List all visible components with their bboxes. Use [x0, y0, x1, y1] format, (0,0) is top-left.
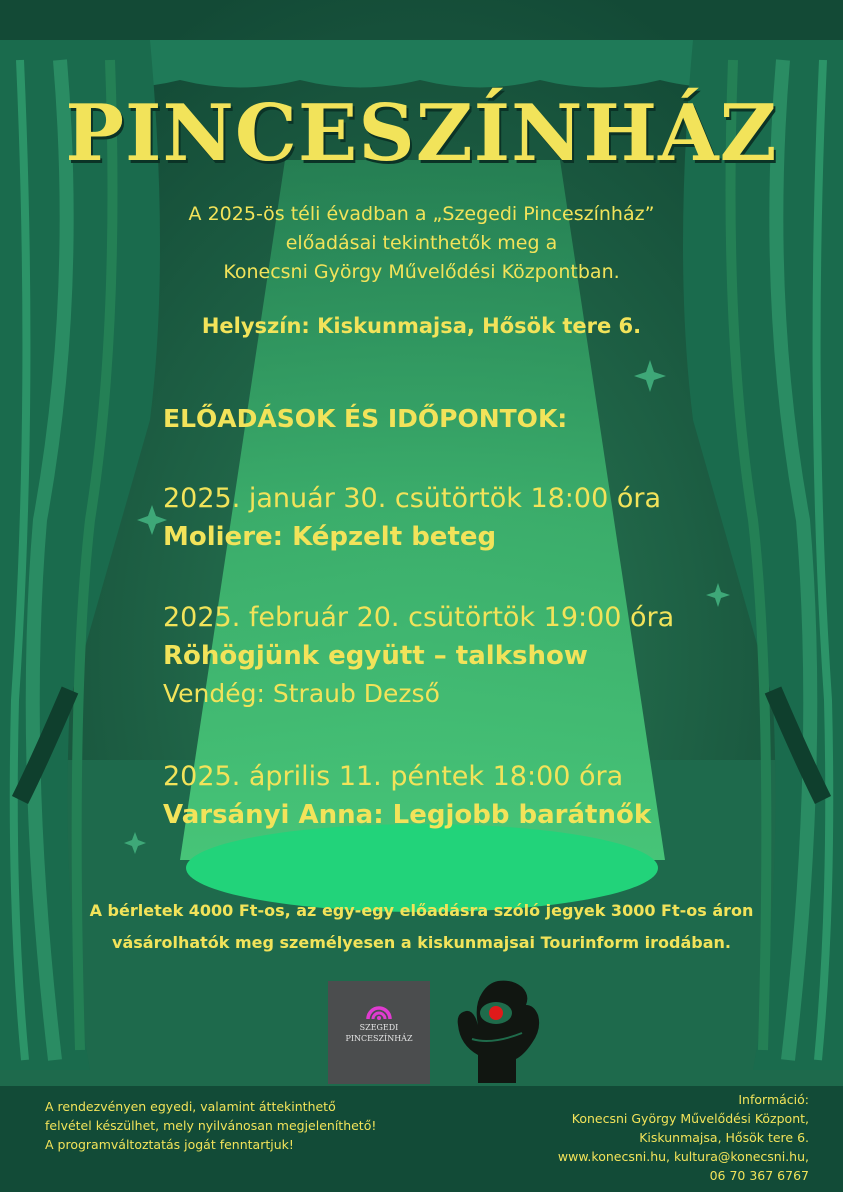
ticket-info: [40, 895, 803, 959]
event-name: Moliere: Képzelt beteg: [163, 522, 497, 552]
event-date: 2025. február 20. csütörtök 19:00 óra: [163, 602, 675, 633]
pinceszinhaz-logo: [328, 981, 430, 1084]
logo-text: [328, 1022, 430, 1044]
logo-line: PINCESZÍNHÁZ: [345, 1034, 413, 1043]
disclaimer-line: A programváltoztatás jogát fenntartjuk!: [45, 1137, 294, 1152]
event-name: Varsányi Anna: Legjobb barátnők: [163, 800, 652, 830]
venue-line: Helyszín: Kiskunmajsa, Hősök tere 6.: [201, 314, 642, 338]
intro-text: [100, 200, 743, 287]
ticket-line: vásárolhatók meg személyesen a kiskunmajsai Tourinform irodában.: [112, 933, 731, 952]
intro-line: Konecsni György Művelődési Központban.: [223, 261, 620, 283]
contact-line: 06 70 367 6767: [709, 1168, 809, 1183]
contact-info: [558, 1090, 809, 1185]
contact-line: Konecsni György Művelődési Központ,: [571, 1111, 809, 1126]
disclaimer: [45, 1097, 376, 1154]
event-date: 2025. április 11. péntek 18:00 óra: [163, 761, 624, 792]
event-date: 2025. január 30. csütörtök 18:00 óra: [163, 483, 662, 514]
contact-line: www.konecsni.hu, kultura@konecsni.hu,: [557, 1149, 809, 1164]
event-item-1: [163, 480, 661, 556]
event-item-2: [163, 599, 674, 713]
disclaimer-line: A rendezvényen egyedi, valamint áttekinthető: [45, 1099, 336, 1114]
intro-line: előadásai tekinthetők meg a: [285, 232, 558, 254]
event-guest: Vendég: Straub Dezső: [163, 679, 440, 708]
ticket-line: A bérletek 4000 Ft-os, az egy-egy előadásra szóló jegyek 3000 Ft-os áron: [89, 901, 754, 920]
event-item-3: [163, 758, 651, 834]
contact-line: Kiskunmajsa, Hősök tere 6.: [639, 1130, 809, 1145]
hand-eye-icon: [452, 975, 544, 1083]
events-heading: ELŐADÁSOK ÉS IDŐPONTOK:: [163, 404, 568, 433]
event-name: Röhögjünk együtt – talkshow: [163, 641, 588, 671]
logo-line: SZEGEDI: [359, 1023, 399, 1032]
intro-line: A 2025-ös téli évadban a „Szegedi Pinceszínház”: [188, 203, 655, 225]
magenta-arc-icon: [364, 999, 394, 1021]
disclaimer-line: felvétel készülhet, mely nyilvánosan megjeleníthető!: [45, 1118, 377, 1133]
poster-title: PINCESZÍNHÁZ: [65, 88, 778, 179]
contact-line: Információ:: [738, 1092, 809, 1107]
